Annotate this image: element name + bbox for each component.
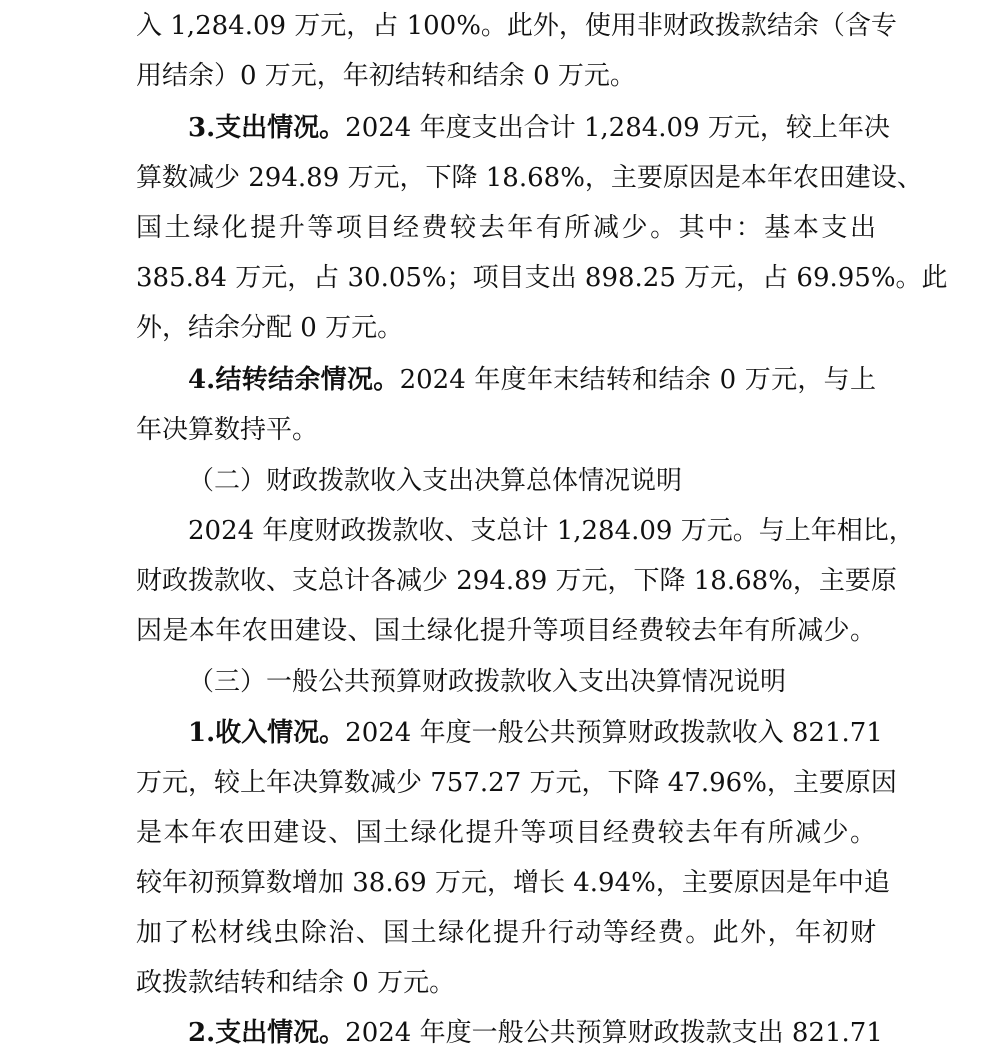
- text-line: 算数减少 294.89 万元，下降 18.68%，主要原因是本年农田建设、: [136, 163, 923, 193]
- section-label: 2.支出情况。: [188, 1018, 346, 1048]
- section-heading-2: （二）财政拨款收入支出决算总体情况说明: [188, 466, 683, 496]
- text-line: 年决算数持平。: [136, 415, 319, 445]
- text-line: 万元，较上年决算数减少 757.27 万元，下降 47.96%，主要原因: [136, 768, 897, 798]
- text-line: 是本年农田建设、国土绿化提升等项目经费较去年有所减少。: [136, 818, 876, 848]
- text-run: 2024 年度一般公共预算财政拨款支出 821.71: [345, 1018, 883, 1048]
- text-line: 财政拨款收、支总计各减少 294.89 万元，下降 18.68%，主要原: [136, 566, 897, 596]
- section-label: 3.支出情况。: [188, 113, 346, 143]
- section-label: 4.结转结余情况。: [188, 365, 400, 395]
- text-run: 2024 年度支出合计 1,284.09 万元，较上年决: [345, 113, 890, 143]
- text-line: 用结余）0 万元，年初结转和结余 0 万元。: [136, 61, 636, 91]
- section-label: 1.收入情况。: [188, 718, 346, 748]
- paragraph-carryover: [136, 355, 876, 405]
- paragraph-income: [136, 708, 883, 758]
- text-run: 2024 年度年末结转和结余 0 万元，与上: [399, 365, 876, 395]
- paragraph-general-expenditure: [136, 1008, 883, 1058]
- text-line: 外，结余分配 0 万元。: [136, 313, 404, 343]
- text-line: 加了松材线虫除治、国土绿化提升行动等经费。此外，年初财: [136, 918, 876, 948]
- text-run: 2024 年度一般公共预算财政拨款收入 821.71: [345, 718, 883, 748]
- text-line: 入 1,284.09 万元，占 100%。此外，使用非财政拨款结余（含专: [136, 11, 897, 41]
- text-line: 国土绿化提升等项目经费较去年有所减少。其中：基本支出: [136, 213, 876, 243]
- paragraph-expenditure: [136, 103, 890, 153]
- document-page: [136, 0, 948, 1056]
- text-line: 385.84 万元，占 30.05%；项目支出 898.25 万元，占 69.95%。此: [136, 263, 948, 293]
- text-line: 政拨款结转和结余 0 万元。: [136, 968, 456, 998]
- text-line: 2024 年度财政拨款收、支总计 1,284.09 万元。与上年相比，: [188, 516, 915, 546]
- text-line: 因是本年农田建设、国土绿化提升等项目经费较去年有所减少。: [136, 616, 876, 646]
- section-heading-3: （三）一般公共预算财政拨款收入支出决算情况说明: [188, 667, 787, 697]
- text-line: 较年初预算数增加 38.69 万元，增长 4.94%，主要原因是年中追: [136, 868, 890, 898]
